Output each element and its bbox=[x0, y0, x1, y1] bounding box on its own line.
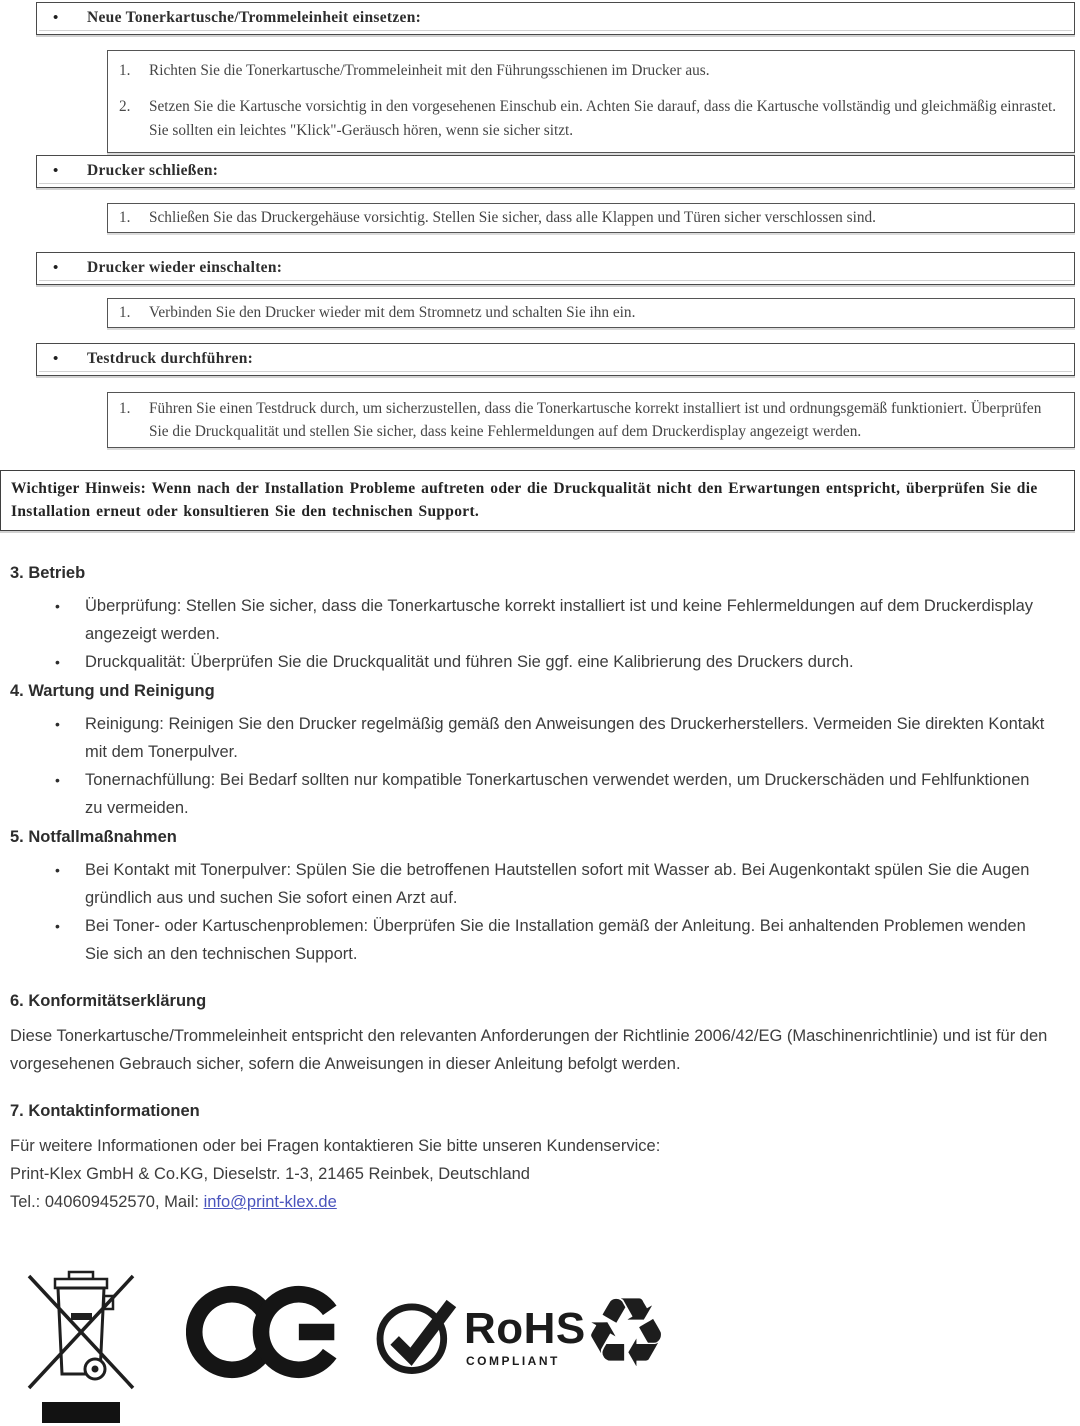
contact-address: Print-Klex GmbH & Co.KG, Dieselstr. 1-3, 21465 Reinbek, Deutschland bbox=[10, 1165, 530, 1183]
list-item bbox=[10, 912, 1050, 968]
item-text: Setzen Sie die Kartusche vorsichtig in den vorgesehenen Einschub ein. Achten Sie darauf, dass die Kartusche vollständig und gleichmäßig einrastet. Sie sollten ein leichtes "Klick"-Geräusch hören, wenn sie sicher sitzt. bbox=[149, 98, 1057, 139]
recycling-symbol-icon: ♻ bbox=[583, 1277, 670, 1389]
list-item-text: Überprüfung: Stellen Sie sicher, dass die Tonerkartusche korrekt installiert ist und keine Fehlermeldungen auf dem Druckerdisplay angezeigt werden. bbox=[85, 597, 1034, 643]
rohs-label: RoHS bbox=[464, 1303, 586, 1353]
step-header-label: Neue Tonerkartusche/Trommeleinheit einsetzen: bbox=[87, 9, 422, 26]
betrieb-list bbox=[10, 592, 1050, 676]
numbered-item bbox=[117, 302, 1062, 323]
step-header-test-print bbox=[36, 343, 1075, 376]
step-header-insert-cartridge bbox=[36, 2, 1075, 35]
list-item-text: Bei Toner- oder Kartuschenproblemen: Überprüfen Sie die Installation gemäß der Anleitung. Bei anhaltenden Problemen wenden Sie sich an den technischen Support. bbox=[85, 917, 1026, 963]
important-notice: Wichtiger Hinweis: Wenn nach der Installation Probleme auftreten oder die Druckqualität nicht den Erwartungen entspricht, überprüfen Sie die Installation erneut oder konsultieren Sie den technischen Support. bbox=[0, 470, 1075, 531]
notfall-list bbox=[10, 856, 1050, 968]
bullet-marker: • bbox=[55, 654, 60, 670]
numbered-item bbox=[117, 207, 1062, 228]
item-text: Führen Sie einen Testdruck durch, um sicherzustellen, dass die Tonerkartusche korrekt installiert ist und ordnungsgemäß funktioniert. Überprüfen Sie die Druckqualität und stellen Sie sicher, dass keine Fehlermeldungen auf dem Druckerdisplay angezeigt werden. bbox=[149, 400, 1042, 440]
item-number: 2. bbox=[119, 98, 131, 115]
step-header-label: Drucker schließen: bbox=[87, 162, 219, 179]
item-text: Verbinden Sie den Drucker wieder mit dem Stromnetz und schalten Sie ihn ein. bbox=[149, 304, 636, 321]
manual-sections bbox=[10, 552, 1050, 1216]
bullet-marker: • bbox=[55, 598, 60, 614]
list-item bbox=[10, 710, 1050, 766]
step-body-test-print bbox=[107, 392, 1075, 448]
bullet-marker: • bbox=[53, 10, 59, 26]
step-body-insert-cartridge bbox=[107, 50, 1075, 153]
step-header-label: Testdruck durchführen: bbox=[87, 350, 254, 367]
numbered-item bbox=[117, 95, 1062, 143]
rohs-compliant-badge bbox=[374, 1294, 586, 1380]
weee-black-bar bbox=[42, 1402, 120, 1423]
item-text: Richten Sie die Tonerkartusche/Trommeleinheit mit den Führungsschienen im Drucker aus. bbox=[149, 62, 710, 79]
step-header-power-on bbox=[36, 252, 1075, 285]
list-item bbox=[10, 592, 1050, 648]
item-number: 1. bbox=[119, 400, 131, 417]
wartung-list bbox=[10, 710, 1050, 822]
rohs-checkmark-icon bbox=[374, 1294, 460, 1380]
item-number: 1. bbox=[119, 62, 131, 79]
list-item-text: Reinigung: Reinigen Sie den Drucker regelmäßig gemäß den Anweisungen des Druckerherstellers. Vermeiden Sie direkten Kontakt mit dem Tonerpulver. bbox=[85, 715, 1045, 761]
list-item-text: Druckqualität: Überprüfen Sie die Druckqualität und führen Sie ggf. eine Kalibrierung des Druckers durch. bbox=[85, 653, 854, 671]
section-heading-wartung: 4. Wartung und Reinigung bbox=[10, 682, 215, 700]
item-number: 1. bbox=[119, 209, 131, 226]
bullet-marker: • bbox=[55, 772, 60, 788]
section-heading-notfall: 5. Notfallmaßnahmen bbox=[10, 828, 177, 846]
numbered-item bbox=[117, 59, 1062, 83]
rohs-compliant-label: COMPLIANT bbox=[466, 1353, 560, 1368]
numbered-item bbox=[117, 397, 1062, 443]
step-header-close-printer bbox=[36, 155, 1075, 188]
list-item-text: Bei Kontakt mit Tonerpulver: Spülen Sie die betroffenen Hautstellen sofort mit Wasser ab. Bei Augenkontakt spülen Sie die Augen gründlich aus und suchen Sie sofort einen Arzt auf. bbox=[85, 861, 1030, 907]
bullet-marker: • bbox=[53, 163, 59, 179]
ce-mark-icon bbox=[186, 1282, 338, 1382]
list-item bbox=[10, 856, 1050, 912]
konformitaet-paragraph: Diese Tonerkartusche/Trommeleinheit entspricht den relevanten Anforderungen der Richtlinie 2006/42/EG (Maschinenrichtlinie) und ist für den vorgesehenen Gebrauch sicher, sofern die Anweisungen in dieser Anleitung befolgt werden. bbox=[10, 1027, 1048, 1073]
contact-intro: Für weitere Informationen oder bei Fragen kontaktieren Sie bitte unseren Kundenservice: bbox=[10, 1137, 661, 1155]
list-item-text: Tonernachfüllung: Bei Bedarf sollten nur kompatible Tonerkartuschen verwendet werden, um Druckerschäden und Fehlfunktionen zu vermeiden. bbox=[85, 771, 1030, 817]
step-body-power-on bbox=[107, 298, 1075, 328]
list-item bbox=[10, 766, 1050, 822]
contact-phone-mail bbox=[10, 1188, 1050, 1216]
step-body-close-printer bbox=[107, 203, 1075, 233]
bullet-marker: • bbox=[55, 918, 60, 934]
bullet-marker: • bbox=[55, 862, 60, 878]
email-link[interactable]: info@print-klex.de bbox=[203, 1193, 337, 1211]
section-heading-betrieb: 3. Betrieb bbox=[10, 564, 86, 582]
bullet-marker: • bbox=[55, 716, 60, 732]
item-text: Schließen Sie das Druckergehäuse vorsichtig. Stellen Sie sicher, dass alle Klappen und Türen sicher verschlossen sind. bbox=[149, 209, 876, 226]
weee-crossed-out-bin-icon bbox=[25, 1266, 137, 1392]
section-heading-konformitaet: 6. Konformitätserklärung bbox=[10, 992, 207, 1010]
bullet-marker: • bbox=[53, 260, 59, 276]
item-number: 1. bbox=[119, 304, 131, 321]
rohs-text-block bbox=[464, 1303, 586, 1368]
bullet-marker: • bbox=[53, 351, 59, 367]
section-heading-kontakt: 7. Kontaktinformationen bbox=[10, 1102, 200, 1120]
contact-phone-prefix: Tel.: 040609452570, Mail: bbox=[10, 1193, 204, 1211]
step-header-label: Drucker wieder einschalten: bbox=[87, 259, 283, 276]
list-item bbox=[10, 648, 1050, 676]
